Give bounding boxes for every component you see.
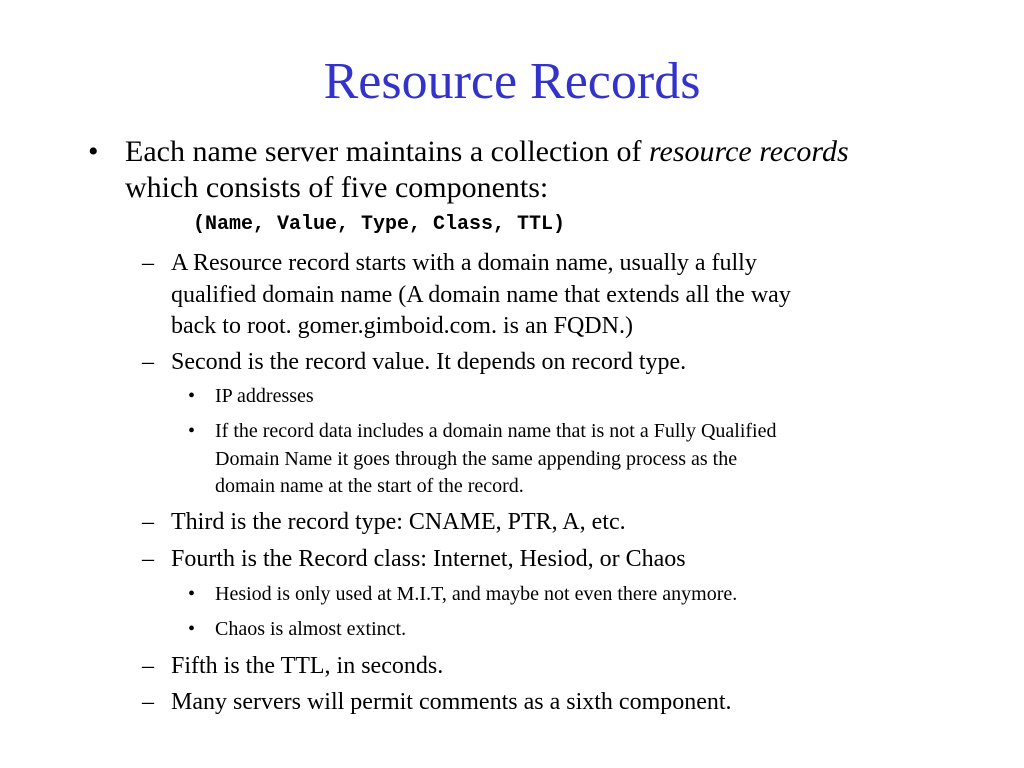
main-bullet-emphasis: resource records (648, 135, 849, 168)
dash-marker: – (142, 653, 154, 679)
second-sub-item-2-line1: If the record data includes a domain name that is not a Fully Qualified (215, 420, 777, 442)
dash-marker: – (142, 546, 154, 572)
main-bullet-line1 (125, 134, 849, 169)
dash-marker: – (142, 689, 154, 715)
dash-marker: – (142, 250, 154, 276)
sub-bullet-marker: • (188, 618, 196, 640)
slide-title: Resource Records (323, 53, 701, 110)
dash-marker: – (142, 349, 154, 375)
second-item: Second is the record value. It depends on record type. (171, 349, 687, 375)
fifth-item: Fifth is the TTL, in seconds. (171, 653, 444, 679)
second-sub-item-2-line2: Domain Name it goes through the same appending process as the (215, 448, 738, 470)
dash-marker: – (142, 509, 154, 535)
sixth-item: Many servers will permit comments as a sixth component. (171, 689, 732, 715)
sub-bullet-marker: • (188, 385, 196, 407)
third-item: Third is the record type: CNAME, PTR, A, etc. (171, 509, 626, 535)
sub-bullet-marker: • (188, 420, 196, 442)
sub-bullet-marker: • (188, 583, 196, 605)
second-sub-item-2-line3: domain name at the start of the record. (215, 475, 524, 497)
first-item-line3: back to root. gomer.gimboid.com. is an FQDN.) (171, 313, 633, 339)
fourth-sub-item-2: Chaos is almost extinct. (215, 618, 407, 640)
fourth-item: Fourth is the Record class: Internet, Hesiod, or Chaos (171, 546, 686, 572)
second-sub-item-1: IP addresses (215, 385, 314, 407)
bullet-marker: • (88, 135, 99, 168)
component-tuple: (Name, Value, Type, Class, TTL) (193, 213, 566, 236)
fourth-sub-item-1: Hesiod is only used at M.I.T, and maybe not even there anymore. (215, 583, 738, 605)
main-bullet-line2: which consists of five components: (125, 171, 549, 204)
main-bullet-text: Each name server maintains a collection of (125, 135, 649, 168)
first-item-line2: qualified domain name (A domain name that extends all the way (171, 282, 791, 308)
first-item-line1: A Resource record starts with a domain name, usually a fully (171, 250, 757, 276)
